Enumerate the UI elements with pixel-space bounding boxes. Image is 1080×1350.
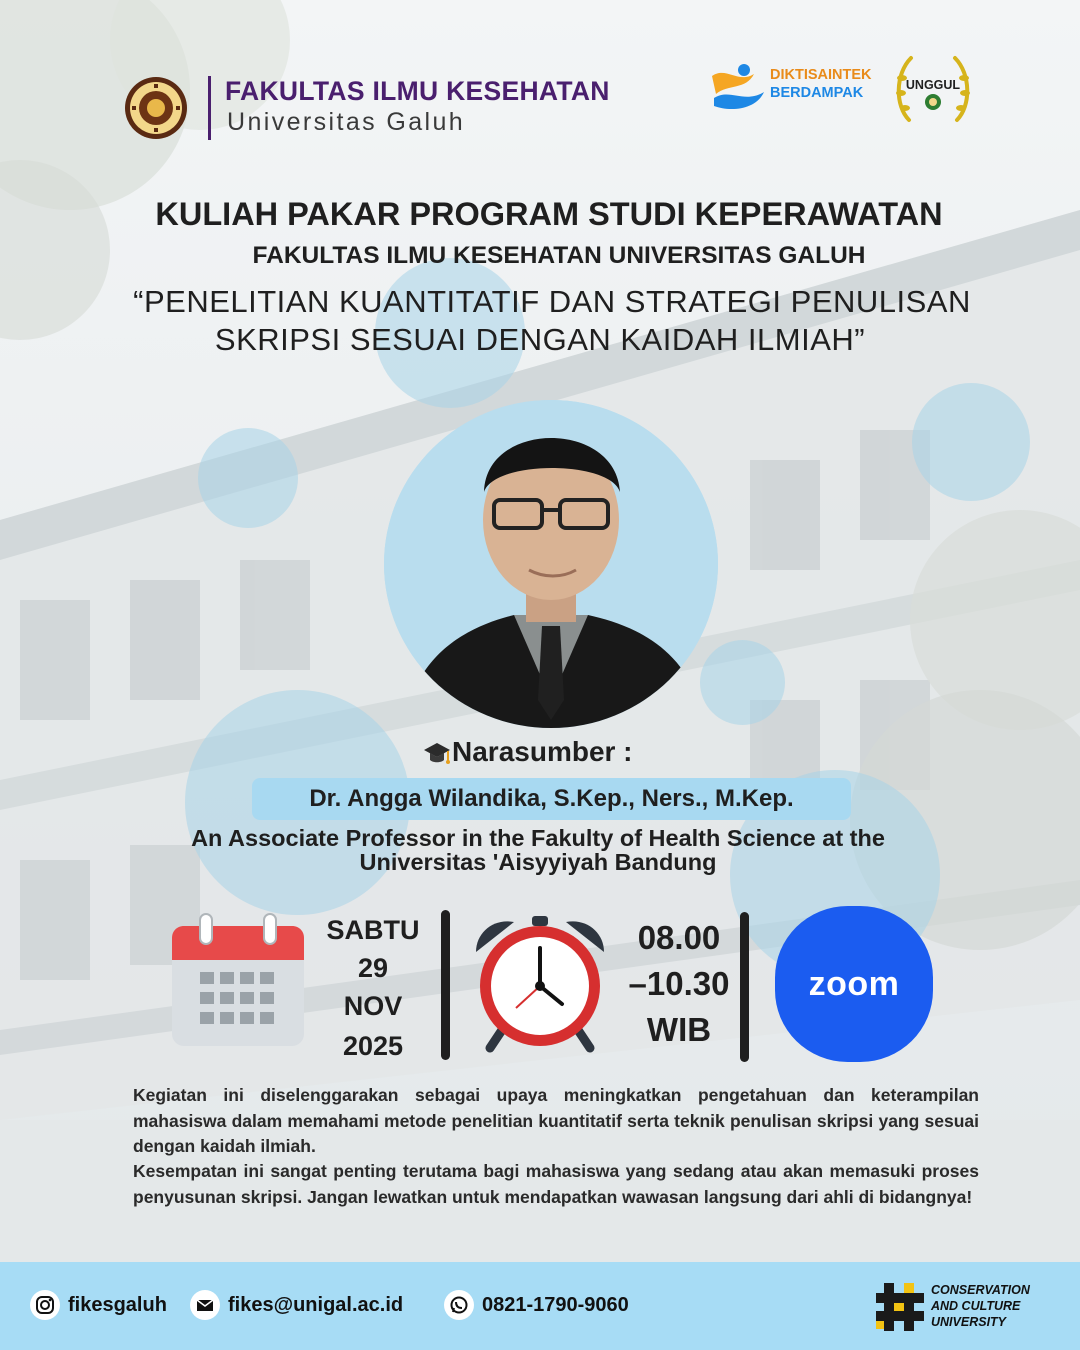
event-theme-line2: SKRIPSI SESUAI DENGAN KAIDAH ILMIAH” [214,322,866,357]
footer-instagram-handle: fikesgaluh [68,1293,167,1316]
event-timezone: WIB [646,1011,712,1048]
event-date: 29 [357,953,389,983]
footer-email[interactable] [190,1288,403,1322]
schedule-divider [441,910,450,1060]
mail-icon [190,1290,220,1320]
badge-diktisaintek-line1: DIKTISAINTEK [770,67,872,83]
calendar-icon [170,912,306,1048]
event-month: NOV [343,991,403,1021]
decor-bubble [700,640,785,725]
speaker-name: Dr. Angga Wilandika, S.Kep., Ners., M.Kep. [309,785,794,812]
footer-tagline-line1: CONSERVATION [931,1283,1030,1297]
whatsapp-icon [444,1290,474,1320]
event-year: 2025 [342,1031,404,1061]
schedule-divider [740,912,749,1062]
decor-bubble [912,383,1030,501]
event-theme-line1: “PENELITIAN KUANTITATIF DAN STRATEGI PENULISAN [133,284,971,319]
badge-unggul-text: UNGGUL [905,78,961,92]
speaker-photo [384,400,718,728]
university-seal-logo [124,76,188,140]
graduation-cap-icon [423,739,451,767]
footer-whatsapp-number: 0821-1790-9060 [482,1293,629,1316]
faculty-subtitle: Universitas Galuh [227,108,466,136]
event-day: SABTU [326,915,420,945]
speaker-role-line1: An Associate Professor in the Fakulty of Health Science at the [191,825,885,851]
faculty-title: FAKULTAS ILMU KESEHATAN [225,76,610,106]
event-title-line1: KULIAH PAKAR PROGRAM STUDI KEPERAWATAN [155,196,943,232]
event-time-end: –10.30 [628,965,730,1002]
decor-bubble [198,428,298,528]
badge-diktisaintek-line2: BERDAMPAK [770,85,864,101]
event-title-line2: FAKULTAS ILMU KESEHATAN UNIVERSITAS GALUH [252,242,866,269]
instagram-icon [30,1290,60,1320]
speaker-label: Narasumber : [452,736,633,767]
alarm-clock-icon [472,912,608,1054]
header-divider [208,76,211,140]
footer-tagline-line2: AND CULTURE [931,1299,1021,1313]
footer-email-address: fikes@unigal.ac.id [228,1293,404,1316]
zoom-logo-text: zoom [808,964,900,1003]
footer-tagline-line3: UNIVERSITY [931,1315,1007,1329]
event-time-start: 08.00 [637,919,721,956]
speaker-role-line2: Universitas 'Aisyyiyah Bandung [359,849,717,875]
zoom-logo [775,906,933,1062]
description-paragraph-1: Kegiatan ini diselenggarakan sebagai upaya meningkatkan pengetahuan dan keterampilan mahasiswa dalam memahami metode penelitian kuantitatif serta teknik penulisan skripsi yang sesuai dengan kaidah ilmiah. [133,1085,979,1156]
footer-instagram[interactable] [30,1288,167,1322]
diktisaintek-logo [708,62,768,114]
conservation-hash-logo [874,1281,926,1333]
footer-whatsapp[interactable] [444,1288,629,1322]
description-paragraph-2: Kesempatan ini sangat penting terutama bagi mahasiswa yang sedang atau akan memasuki proses penyusunan skripsi. Jangan lewatkan untuk mendapatkan wawasan langsung dari ahli di bidangnya! [133,1161,979,1207]
